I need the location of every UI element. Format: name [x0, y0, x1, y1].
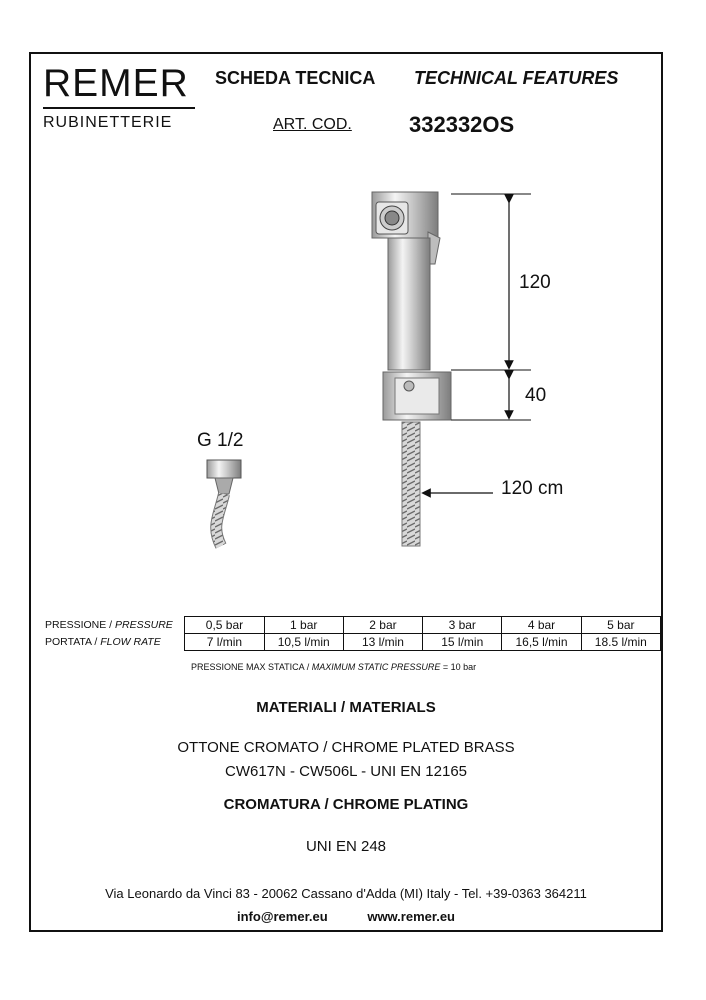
- title-english: TECHNICAL FEATURES: [414, 68, 619, 88]
- plating-heading: CROMATURA / CHROME PLATING: [223, 796, 469, 813]
- table-cell: 7 l/min: [185, 634, 264, 651]
- email-link[interactable]: info@remer.eu: [237, 909, 328, 924]
- plating-standard: UNI EN 248: [305, 838, 387, 855]
- technical-sheet: [29, 52, 663, 932]
- company-address: Via Leonardo da Vinci 83 - 20062 Cassano d'Adda (MI) Italy - Tel. +39-0363 364211: [105, 886, 587, 901]
- website-link[interactable]: www.remer.eu: [367, 909, 455, 924]
- table-row-pressure: [43, 617, 661, 634]
- hose-length-label: 120 cm: [501, 478, 564, 499]
- hose: [402, 422, 420, 546]
- table-cell: 0,5 bar: [185, 617, 264, 634]
- dimension-holder: 40: [525, 385, 547, 406]
- table-cell: 15 l/min: [423, 634, 502, 651]
- table-cell: 16,5 l/min: [502, 634, 581, 651]
- product-drawing: [31, 54, 661, 574]
- max-pressure-note: PRESSIONE MAX STATICA / MAXIMUM STATIC PRESSURE = 10 bar: [191, 662, 477, 672]
- table-cell: 1 bar: [264, 617, 343, 634]
- brand-logo: REMER: [43, 62, 189, 105]
- table-cell: 13 l/min: [343, 634, 422, 651]
- article-code: 332332OS: [409, 112, 515, 137]
- table-cell: 3 bar: [423, 617, 502, 634]
- wall-holder: [383, 372, 451, 420]
- title-italian: SCHEDA TECNICA: [215, 68, 376, 88]
- table-cell: 18.5 l/min: [581, 634, 660, 651]
- pressure-flow-table: [43, 616, 661, 651]
- connector-fitting: [207, 460, 241, 546]
- table-cell: 10,5 l/min: [264, 634, 343, 651]
- brand-subtitle: RUBINETTERIE: [43, 114, 173, 131]
- materials-line-1: OTTONE CROMATO / CHROME PLATED BRASS: [177, 739, 515, 756]
- table-cell: 2 bar: [343, 617, 422, 634]
- article-code-label: ART. COD.: [273, 116, 352, 133]
- table-cell: 5 bar: [581, 617, 660, 634]
- connector-label: G 1/2: [197, 430, 244, 451]
- contact-line: [31, 909, 661, 924]
- materials-line-2: CW617N - CW506L - UNI EN 12165: [224, 763, 468, 780]
- table-cell: 4 bar: [502, 617, 581, 634]
- materials-heading: MATERIALI / MATERIALS: [256, 699, 436, 716]
- shower-head: [372, 192, 440, 370]
- dimension-head: 120: [519, 272, 551, 293]
- pressure-label: PRESSIONE / PRESSURE: [45, 619, 173, 631]
- dimension-lines: [426, 194, 531, 493]
- flow-label: PORTATA / FLOW RATE: [45, 636, 161, 648]
- table-row-flow: [43, 634, 661, 651]
